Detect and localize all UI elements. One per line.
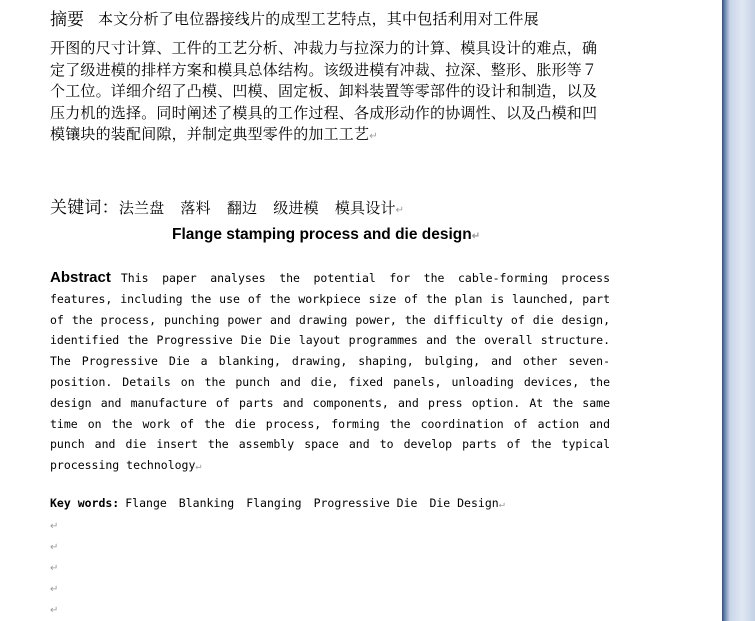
keywords-en [50, 496, 505, 510]
abstract-cn-first-line: 本文分析了电位器接线片的成型工艺特点，其中包括利用对工件展 [98, 10, 539, 28]
keywords-cn-label: 关键词： [50, 198, 119, 218]
keyword-en-item: Die Design [429, 496, 499, 510]
abstract-cn-label: 摘要 [50, 10, 84, 30]
keywords-cn [50, 193, 404, 218]
paragraph-mark-icon: ↵ [498, 499, 505, 510]
english-title-text: Flange stamping process and die design [172, 226, 472, 243]
abstract-en-text: This paper analyses the potential for the cable-forming process features, including the use of the workpiece size of the plan is launched, part of the process, punching power and drawing power, the difficulty of die design, identified the Progressive Die Die layout programmes and the overall structure. The Progressive Die a blanking, drawing, shaping, bulging, and other seven-position. Details on the punch and die, fixed panels, unloading devices, the design and manufacture of parts and components, and press option. At the same time on the work of the die process, forming the coordination of action and punch and die insert the assembly space and to develop parts of the typical processing technology [50, 271, 610, 473]
paragraph-mark-icon: ↵ [471, 231, 481, 242]
abstract-cn-body [50, 38, 610, 148]
paragraph-mark-icon: ↵ [369, 131, 378, 142]
abstract-cn-text: 开图的尺寸计算、工件的工艺分析、冲裁力与拉深力的计算、模具设计的难点，确定了级进模的排样方案和模具总体结构。该级进模有冲裁、拉深、整形、胀形等７个工位。详细介绍了凸模、凹模、固定板、卸料装置等零部件的设计和制造，以及压力机的选择。同时阐述了模具的工作过程、各成形动作的协调性、以及凸模和凹模镶块的装配间隙，并制定典型零件的加工工艺 [50, 39, 598, 143]
keywords-en-label: Key words: [50, 496, 120, 510]
keyword-en-item: Flange [125, 496, 167, 510]
paragraph-mark-icon: ↵ [50, 563, 59, 574]
english-title [172, 226, 480, 244]
keyword-cn-item: 级进模 [273, 199, 319, 217]
paragraph-mark-icon: ↵ [50, 584, 59, 595]
paragraph-mark-icon: ↵ [395, 205, 405, 216]
vertical-scrollbar[interactable] [722, 0, 755, 621]
keyword-en-item: Progressive Die [313, 496, 418, 510]
abstract-en [50, 268, 610, 478]
abstract-en-label: Abstract [50, 269, 111, 286]
paragraph-mark-icon: ↵ [50, 521, 59, 532]
blank-lines [50, 516, 58, 621]
keyword-en-item: Blanking [178, 496, 235, 510]
paragraph-mark-icon: ↵ [195, 461, 202, 473]
keyword-cn-item: 翻边 [226, 199, 258, 217]
paragraph-mark-icon: ↵ [50, 542, 59, 553]
keyword-cn-item: 法兰盘 [118, 199, 165, 217]
keyword-cn-item: 模具设计 [334, 199, 396, 217]
keyword-en-item: Flanging [246, 496, 302, 510]
keyword-cn-item: 落料 [180, 199, 211, 217]
paragraph-mark-icon: ↵ [50, 605, 59, 616]
